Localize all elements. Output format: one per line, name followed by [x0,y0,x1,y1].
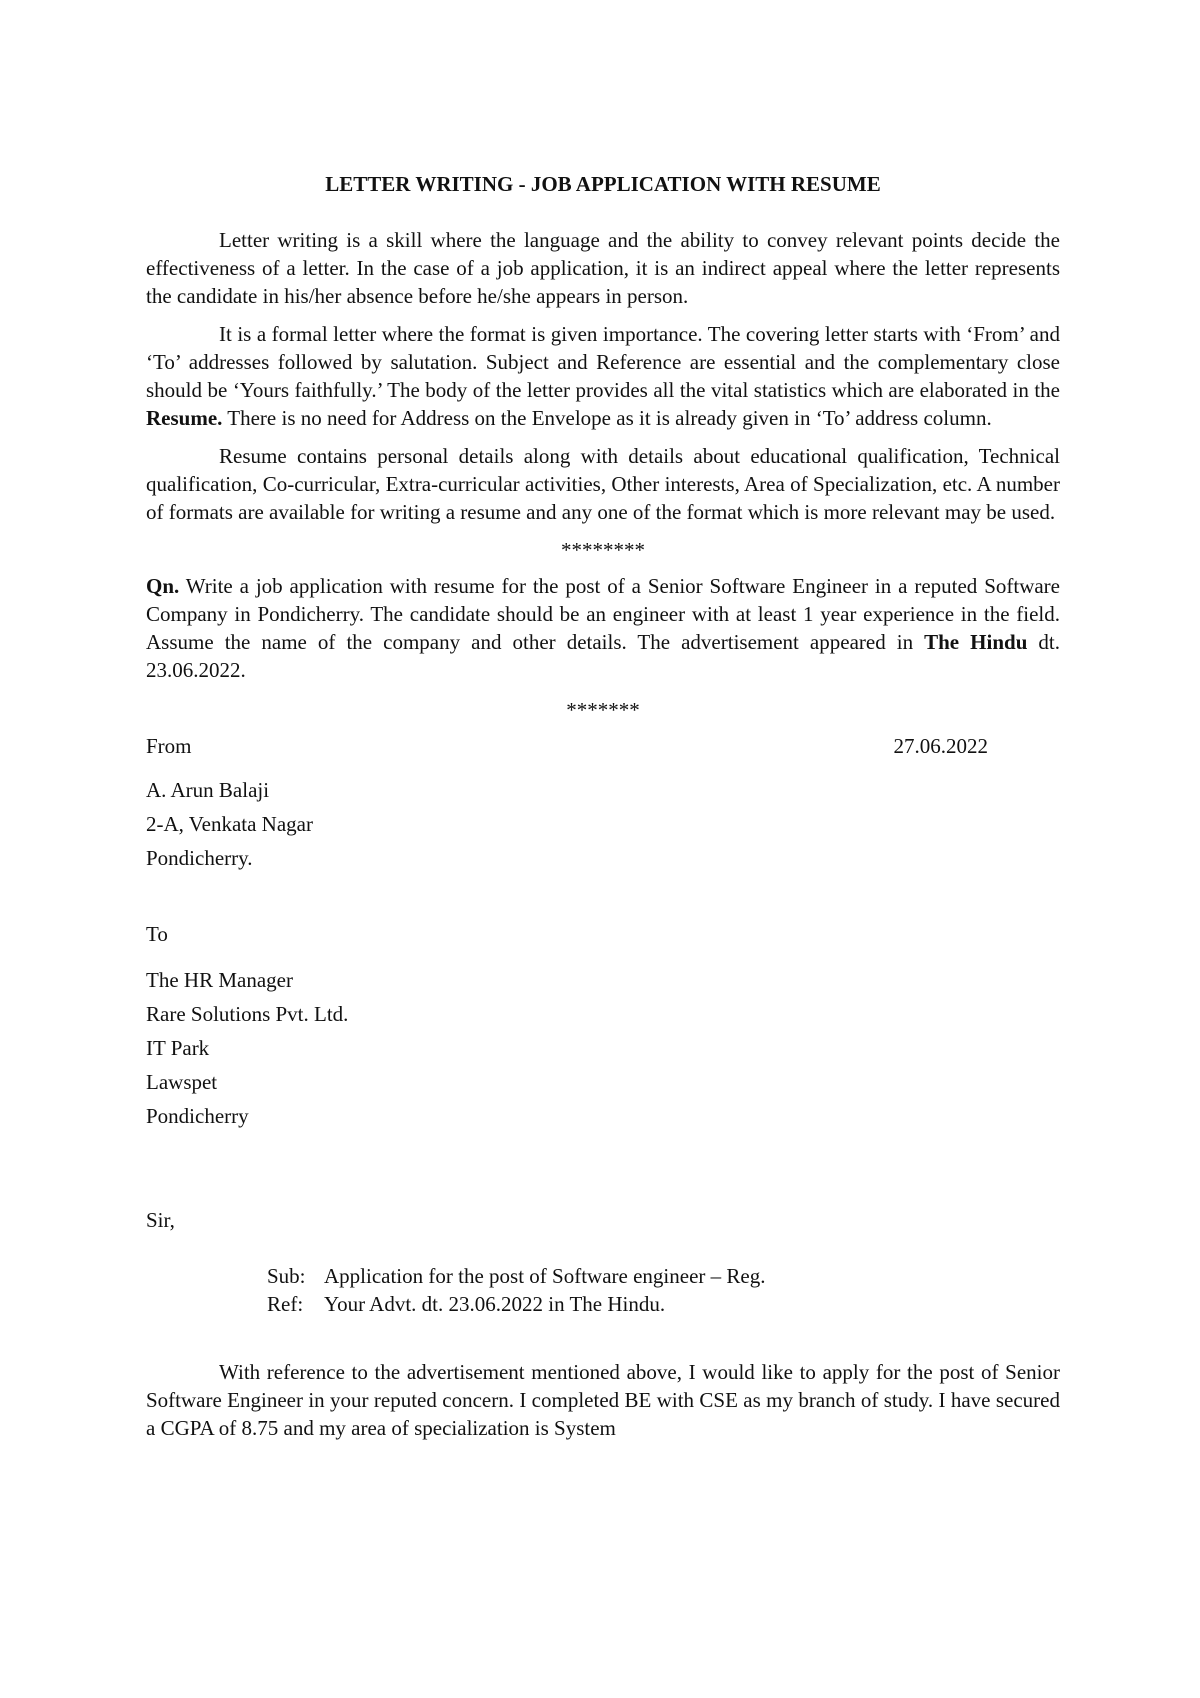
from-address [146,776,1060,878]
address-line: Pondicherry. [146,846,253,870]
letter-date: 27.06.2022 [893,734,988,758]
subject-label: Sub: [267,1264,306,1288]
address-line: A. Arun Balaji [146,778,270,802]
question-paragraph [146,572,1060,684]
to-address [146,966,1060,1136]
question-text-b: dt. 23.06.2022. [146,630,1061,682]
address-line: Rare Solutions Pvt. Ltd. [146,1002,349,1026]
newspaper-name: The Hindu [924,630,1028,654]
address-line: Pondicherry [146,1104,249,1128]
resume-keyword: Resume. [146,406,223,430]
reference-label: Ref: [267,1292,304,1316]
question-label: Qn. [146,574,180,598]
from-label: From [146,734,192,758]
address-line: 2-A, Venkata Nagar [146,812,313,836]
resume-paragraph: Resume contains personal details along with details about educational qualification, Technical qualification, Co-curricular, Extra-curricular activities, Other interests, Area of Specialization, etc. A number of formats are available for writing a resume and any one of the format which is more relevant may be used. [146,444,1060,524]
separator-stars: ******* [566,698,640,722]
separator-stars: ******** [561,538,645,562]
subject-line [267,1262,1060,1290]
format-paragraph-text-b: There is no need for Address on the Envelope as it is already given in ‘To’ address column. [222,406,992,430]
subject-reference [146,1262,1060,1318]
from-date-row [146,732,988,766]
question-text-a: Write a job application with resume for the post of a Senior Software Engineer in a reputed Software Company in Pondicherry. The candidate should be an engineer with at least 1 year experience in the field. Assume the name of the company and other details. The advertisement appeared in [146,574,1060,654]
format-paragraph [146,320,1060,432]
reference-line [267,1290,1060,1318]
document-title: LETTER WRITING - JOB APPLICATION WITH RESUME [325,172,881,196]
address-line: IT Park [146,1036,210,1060]
intro-paragraph: Letter writing is a skill where the language and the ability to convey relevant points decide the effectiveness of a letter. In the case of a job application, it is an indirect appeal where the letter represents the candidate in his/her absence before he/she appears in person. [146,228,1060,308]
salutation: Sir, [146,1208,175,1232]
letter-body: With reference to the advertisement mentioned above, I would like to apply for the post of Senior Software Engineer in your reputed concern. I completed BE with CSE as my branch of study. I have secured a CGPA of 8.75 and my area of specialization is System [146,1360,1060,1440]
address-line: Lawspet [146,1070,218,1094]
to-label: To [146,922,168,946]
address-line: The HR Manager [146,968,293,992]
subject-text: Application for the post of Software engineer – Reg. [324,1264,766,1288]
reference-text: Your Advt. dt. 23.06.2022 in The Hindu. [324,1292,666,1316]
document-page [146,170,1060,1442]
format-paragraph-text-a: It is a formal letter where the format is given importance. The covering letter starts with ‘From’ and ‘To’ addresses followed by salutation. Subject and Reference are essential and the complementary close should be ‘Yours faithfully.’ The body of the letter provides all the vital statistics which are elaborated in the [146,322,1060,402]
